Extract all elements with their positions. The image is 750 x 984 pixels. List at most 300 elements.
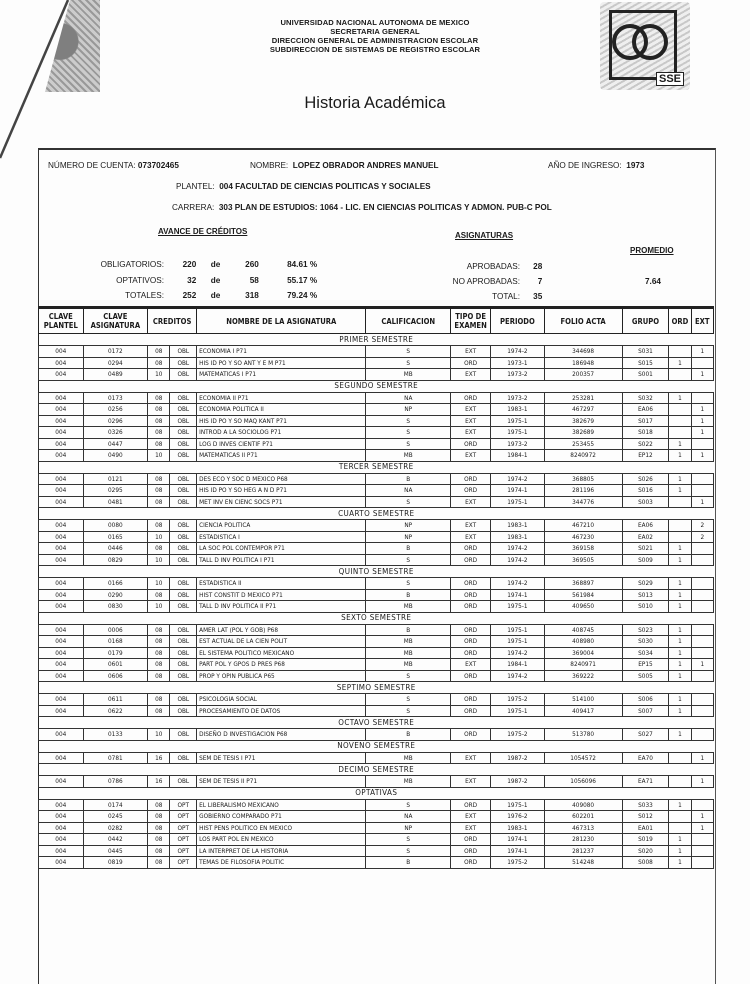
cell-ext: [691, 694, 713, 706]
col-header-creditos: CREDITOS: [148, 309, 197, 334]
cell-calificacion: MB: [366, 369, 451, 381]
cell-tipo-examen: ORD: [451, 857, 491, 869]
cell-grupo: S020: [622, 845, 669, 857]
cell-folio-acta: 369505: [544, 554, 622, 566]
cell-creditos: 08: [148, 543, 170, 555]
entry-year-label: AÑO DE INGRESO:: [548, 161, 622, 170]
table-row: [39, 857, 714, 869]
cell-clave-asignatura: 0442: [83, 834, 148, 846]
cell-clave-plantel: 004: [39, 531, 84, 543]
cell-nombre-asignatura: DISEÑO D INVESTIGACION P68: [197, 729, 366, 741]
cell-clave-plantel: 004: [39, 694, 84, 706]
cell-nombre-asignatura: DES ECO Y SOC D MEXICO P68: [197, 473, 366, 485]
cell-clave-asignatura: 0295: [83, 485, 148, 497]
credits-earned: 252: [182, 291, 197, 300]
cell-folio-acta: 467230: [544, 531, 622, 543]
cell-periodo: 1974-2: [491, 647, 544, 659]
average-value: 7.64: [645, 277, 661, 286]
subjects-summary-value: 7: [537, 277, 543, 286]
cell-tipo-credito: OPT: [170, 811, 197, 823]
cell-calificacion: MB: [366, 450, 451, 462]
cell-tipo-examen: ORD: [451, 694, 491, 706]
cell-tipo-examen: EXT: [451, 450, 491, 462]
cell-creditos: 08: [148, 496, 170, 508]
cell-folio-acta: 409650: [544, 601, 622, 613]
cell-tipo-credito: OBL: [170, 496, 197, 508]
cell-folio-acta: 467313: [544, 822, 622, 834]
table-row: [39, 520, 714, 532]
cell-clave-asignatura: 0445: [83, 845, 148, 857]
table-row: [39, 369, 714, 381]
cell-nombre-asignatura: HIST CONSTIT D MEXICO P71: [197, 589, 366, 601]
cell-ext: [691, 636, 713, 648]
cell-creditos: 08: [148, 392, 170, 404]
cell-calificacion: S: [366, 438, 451, 450]
cell-calificacion: S: [366, 834, 451, 846]
semester-header-row: [39, 612, 714, 624]
cell-clave-plantel: 004: [39, 520, 84, 532]
sse-logo-ring-right: [632, 24, 668, 60]
cell-folio-acta: 561984: [544, 589, 622, 601]
cell-tipo-examen: ORD: [451, 624, 491, 636]
cell-ext: 1: [691, 811, 713, 823]
cell-tipo-credito: OBL: [170, 369, 197, 381]
semester-title: OPTATIVAS: [39, 787, 714, 799]
cell-folio-acta: 253455: [544, 438, 622, 450]
subjects-summary-value: 35: [533, 292, 543, 301]
cell-creditos: 10: [148, 554, 170, 566]
cell-ord: 1: [669, 624, 691, 636]
sse-logo: [600, 2, 690, 90]
cell-grupo: S027: [622, 729, 669, 741]
cell-clave-asignatura: 0172: [83, 346, 148, 358]
cell-periodo: 1975-1: [491, 415, 544, 427]
cell-clave-asignatura: 0165: [83, 531, 148, 543]
cell-grupo: S031: [622, 346, 669, 358]
cell-nombre-asignatura: EL SISTEMA POLITICO MEXICANO: [197, 647, 366, 659]
cell-ext: [691, 834, 713, 846]
cell-clave-plantel: 004: [39, 776, 84, 788]
career-value: 303 PLAN DE ESTUDIOS: 1064 - LIC. EN CIENCIAS POLITICAS Y ADMON. PUB-C POL: [218, 203, 552, 212]
cell-clave-plantel: 004: [39, 624, 84, 636]
cell-tipo-examen: ORD: [451, 799, 491, 811]
cell-ext: 1: [691, 415, 713, 427]
cell-ext: 1: [691, 659, 713, 671]
cell-clave-asignatura: 0447: [83, 438, 148, 450]
cell-ord: [669, 811, 691, 823]
entry-year-value: 1973: [626, 161, 645, 170]
table-row: [39, 776, 714, 788]
col-header-clave-asignatura: CLAVE ASIGNATURA: [83, 309, 148, 334]
cell-ord: [669, 752, 691, 764]
cell-tipo-credito: OBL: [170, 647, 197, 659]
semester-title: DECIMO SEMESTRE: [39, 764, 714, 776]
cell-folio-acta: 186948: [544, 357, 622, 369]
cell-ext: [691, 705, 713, 717]
cell-tipo-credito: OBL: [170, 601, 197, 613]
career-field: [172, 203, 552, 212]
cell-clave-plantel: 004: [39, 346, 84, 358]
cell-tipo-credito: OBL: [170, 705, 197, 717]
cell-ord: 1: [669, 485, 691, 497]
cell-ord: [669, 346, 691, 358]
cell-ext: [691, 601, 713, 613]
table-row: [39, 438, 714, 450]
cell-ext: [691, 589, 713, 601]
cell-clave-asignatura: 0174: [83, 799, 148, 811]
cell-folio-acta: 409417: [544, 705, 622, 717]
cell-calificacion: B: [366, 589, 451, 601]
cell-grupo: S029: [622, 578, 669, 590]
cell-periodo: 1984-1: [491, 450, 544, 462]
cell-nombre-asignatura: ESTADISTICA II: [197, 578, 366, 590]
semester-title: SEGUNDO SEMESTRE: [39, 380, 714, 392]
table-row: [39, 450, 714, 462]
cell-clave-asignatura: 0179: [83, 647, 148, 659]
credits-required: 318: [245, 291, 259, 300]
semester-title: OCTAVO SEMESTRE: [39, 717, 714, 729]
cell-ord: 1: [669, 845, 691, 857]
cell-tipo-examen: ORD: [451, 554, 491, 566]
cell-creditos: 08: [148, 822, 170, 834]
subjects-summary-value: 28: [533, 262, 543, 271]
cell-clave-asignatura: 0606: [83, 670, 148, 682]
cell-tipo-credito: OPT: [170, 857, 197, 869]
cell-tipo-examen: EXT: [451, 776, 491, 788]
cell-ext: [691, 554, 713, 566]
cell-clave-plantel: 004: [39, 543, 84, 555]
cell-clave-plantel: 004: [39, 845, 84, 857]
cell-periodo: 1974-2: [491, 543, 544, 555]
cell-clave-plantel: 004: [39, 578, 84, 590]
cell-nombre-asignatura: MATEMATICAS II P71: [197, 450, 366, 462]
cell-grupo: S021: [622, 543, 669, 555]
cell-clave-asignatura: 0446: [83, 543, 148, 555]
cell-creditos: 08: [148, 589, 170, 601]
cell-periodo: 1975-1: [491, 636, 544, 648]
cell-nombre-asignatura: GOBIERNO COMPARADO P71: [197, 811, 366, 823]
cell-ord: [669, 531, 691, 543]
cell-nombre-asignatura: LOS PART POL EN MEXICO: [197, 834, 366, 846]
cell-tipo-credito: OPT: [170, 845, 197, 857]
semester-header-row: [39, 740, 714, 752]
cell-grupo: EA70: [622, 752, 669, 764]
cell-periodo: 1974-2: [491, 473, 544, 485]
student-name-label: NOMBRE:: [250, 161, 289, 170]
cell-clave-plantel: 004: [39, 392, 84, 404]
cell-ext: 2: [691, 520, 713, 532]
credits-required: 58: [249, 276, 259, 285]
cell-periodo: 1975-1: [491, 624, 544, 636]
credits-row-mandatory: [60, 260, 317, 269]
cell-clave-asignatura: 0006: [83, 624, 148, 636]
cell-calificacion: S: [366, 346, 451, 358]
cell-clave-plantel: 004: [39, 404, 84, 416]
credits-row-label: OPTATIVOS:: [116, 276, 164, 285]
cell-periodo: 1974-2: [491, 578, 544, 590]
cell-tipo-credito: OBL: [170, 659, 197, 671]
cell-periodo: 1983-1: [491, 822, 544, 834]
cell-periodo: 1975-1: [491, 705, 544, 717]
cell-grupo: S008: [622, 857, 669, 869]
cell-creditos: 10: [148, 729, 170, 741]
cell-grupo: S033: [622, 799, 669, 811]
table-row: [39, 752, 714, 764]
cell-grupo: S006: [622, 694, 669, 706]
cell-folio-acta: 369158: [544, 543, 622, 555]
cell-tipo-credito: OBL: [170, 520, 197, 532]
cell-calificacion: MB: [366, 636, 451, 648]
credits-percent: 79.24 %: [287, 291, 318, 300]
table-row: [39, 404, 714, 416]
cell-periodo: 1974-2: [491, 346, 544, 358]
cell-periodo: 1974-2: [491, 670, 544, 682]
cell-folio-acta: 369004: [544, 647, 622, 659]
cell-ext: 1: [691, 346, 713, 358]
cell-tipo-examen: EXT: [451, 531, 491, 543]
cell-grupo: S016: [622, 485, 669, 497]
cell-grupo: S015: [622, 357, 669, 369]
cell-clave-plantel: 004: [39, 811, 84, 823]
cell-creditos: 16: [148, 752, 170, 764]
campus-value: 004 FACULTAD DE CIENCIAS POLITICAS Y SOCIALES: [219, 182, 431, 191]
cell-creditos: 08: [148, 636, 170, 648]
cell-ext: [691, 670, 713, 682]
cell-calificacion: S: [366, 427, 451, 439]
cell-creditos: 08: [148, 670, 170, 682]
semester-header-row: [39, 764, 714, 776]
table-header-row: [39, 309, 714, 334]
cell-nombre-asignatura: EL LIBERALISMO MEXICANO: [197, 799, 366, 811]
semester-title: PRIMER SEMESTRE: [39, 334, 714, 346]
cell-tipo-credito: OBL: [170, 415, 197, 427]
cell-ext: 1: [691, 822, 713, 834]
cell-ord: 1: [669, 554, 691, 566]
average-heading: PROMEDIO: [630, 246, 674, 255]
semester-title: SEXTO SEMESTRE: [39, 612, 714, 624]
cell-tipo-examen: ORD: [451, 636, 491, 648]
cell-folio-acta: 369222: [544, 670, 622, 682]
account-number-value: 073702465: [137, 161, 179, 170]
scan-fold-line: [0, 0, 90, 160]
cell-tipo-examen: EXT: [451, 369, 491, 381]
cell-tipo-credito: OBL: [170, 427, 197, 439]
cell-ext: 2: [691, 531, 713, 543]
semester-title: TERCER SEMESTRE: [39, 461, 714, 473]
cell-clave-asignatura: 0168: [83, 636, 148, 648]
cell-folio-acta: 281196: [544, 485, 622, 497]
semester-header-row: [39, 787, 714, 799]
cell-nombre-asignatura: TEMAS DE FILOSOFIA POLITIC: [197, 857, 366, 869]
account-number-label: NÚMERO DE CUENTA:: [48, 161, 136, 170]
subjects-passed: [440, 262, 542, 271]
cell-creditos: 10: [148, 578, 170, 590]
grades-table: [38, 308, 714, 869]
table-row: [39, 496, 714, 508]
cell-periodo: 1974-1: [491, 834, 544, 846]
cell-ord: 1: [669, 578, 691, 590]
cell-tipo-credito: OBL: [170, 346, 197, 358]
cell-calificacion: NA: [366, 392, 451, 404]
cell-calificacion: NP: [366, 520, 451, 532]
credits-earned: 220: [182, 260, 197, 269]
cell-ext: [691, 578, 713, 590]
cell-periodo: 1975-1: [491, 427, 544, 439]
cell-nombre-asignatura: LA SOC POL CONTEMPOR P71: [197, 543, 366, 555]
cell-folio-acta: 281237: [544, 845, 622, 857]
cell-tipo-credito: OBL: [170, 752, 197, 764]
subjects-summary-label: TOTAL:: [492, 292, 520, 301]
cell-nombre-asignatura: SEM DE TESIS I P71: [197, 752, 366, 764]
cell-ord: 1: [669, 392, 691, 404]
cell-grupo: S012: [622, 811, 669, 823]
cell-clave-plantel: 004: [39, 834, 84, 846]
cell-tipo-examen: ORD: [451, 392, 491, 404]
cell-calificacion: MB: [366, 647, 451, 659]
cell-clave-asignatura: 0294: [83, 357, 148, 369]
cell-nombre-asignatura: HIS ID PO Y SO HEG A N D P71: [197, 485, 366, 497]
cell-clave-asignatura: 0481: [83, 496, 148, 508]
table-row: [39, 694, 714, 706]
cell-calificacion: S: [366, 554, 451, 566]
cell-ord: [669, 822, 691, 834]
table-row: [39, 647, 714, 659]
cell-nombre-asignatura: TALL D INV POLITICA II P71: [197, 601, 366, 613]
cell-clave-plantel: 004: [39, 705, 84, 717]
cell-ext: 1: [691, 369, 713, 381]
cell-creditos: 10: [148, 450, 170, 462]
cell-creditos: 08: [148, 647, 170, 659]
cell-calificacion: S: [366, 799, 451, 811]
cell-periodo: 1984-1: [491, 659, 544, 671]
cell-ord: 1: [669, 799, 691, 811]
col-header-periodo: PERIODO: [491, 309, 544, 334]
cell-clave-asignatura: 0622: [83, 705, 148, 717]
cell-ext: 1: [691, 404, 713, 416]
subjects-heading: ASIGNATURAS: [455, 231, 514, 240]
cell-grupo: S018: [622, 427, 669, 439]
cell-ord: 1: [669, 670, 691, 682]
cell-tipo-credito: OBL: [170, 485, 197, 497]
cell-nombre-asignatura: HIST PENS POLITICO EN MEXICO: [197, 822, 366, 834]
cell-tipo-examen: ORD: [451, 357, 491, 369]
cell-periodo: 1975-2: [491, 694, 544, 706]
cell-creditos: 08: [148, 357, 170, 369]
cell-ord: 1: [669, 450, 691, 462]
cell-periodo: 1983-1: [491, 531, 544, 543]
entry-year-field: [548, 161, 644, 170]
cell-tipo-examen: ORD: [451, 729, 491, 741]
cell-clave-plantel: 004: [39, 647, 84, 659]
table-row: [39, 589, 714, 601]
subjects-summary-label: NO APROBADAS:: [452, 277, 520, 286]
cell-ord: 1: [669, 705, 691, 717]
credits-of: de: [210, 276, 221, 285]
cell-clave-plantel: 004: [39, 357, 84, 369]
cell-tipo-credito: OBL: [170, 543, 197, 555]
cell-grupo: EA06: [622, 404, 669, 416]
cell-tipo-examen: ORD: [451, 578, 491, 590]
semester-header-row: [39, 682, 714, 694]
cell-ext: 1: [691, 450, 713, 462]
cell-ord: 1: [669, 543, 691, 555]
cell-ord: [669, 427, 691, 439]
cell-calificacion: B: [366, 624, 451, 636]
col-header-folio-acta: FOLIO ACTA: [544, 309, 622, 334]
cell-tipo-examen: ORD: [451, 601, 491, 613]
student-name-value: LOPEZ OBRADOR ANDRES MANUEL: [292, 161, 439, 170]
cell-clave-plantel: 004: [39, 857, 84, 869]
cell-clave-plantel: 004: [39, 670, 84, 682]
cell-clave-plantel: 004: [39, 438, 84, 450]
cell-tipo-credito: OBL: [170, 729, 197, 741]
cell-grupo: S026: [622, 473, 669, 485]
semester-header-row: [39, 461, 714, 473]
cell-nombre-asignatura: MET INV EN CIENC SOCS P71: [197, 496, 366, 508]
cell-clave-plantel: 004: [39, 729, 84, 741]
credits-progress-heading: AVANCE DE CRÉDITOS: [158, 227, 248, 236]
cell-nombre-asignatura: TALL D INV POLITICA I P71: [197, 554, 366, 566]
cell-clave-plantel: 004: [39, 369, 84, 381]
cell-grupo: EP15: [622, 659, 669, 671]
cell-folio-acta: 281230: [544, 834, 622, 846]
cell-creditos: 08: [148, 473, 170, 485]
cell-tipo-credito: OBL: [170, 531, 197, 543]
table-row: [39, 415, 714, 427]
cell-ext: [691, 799, 713, 811]
cell-tipo-credito: OBL: [170, 438, 197, 450]
cell-tipo-credito: OBL: [170, 357, 197, 369]
cell-creditos: 08: [148, 415, 170, 427]
grades-table-body: [39, 334, 714, 869]
cell-clave-asignatura: 0245: [83, 811, 148, 823]
cell-nombre-asignatura: LOG D INVES CIENTIF P71: [197, 438, 366, 450]
cell-tipo-credito: OBL: [170, 473, 197, 485]
cell-clave-asignatura: 0296: [83, 415, 148, 427]
cell-tipo-credito: OBL: [170, 578, 197, 590]
cell-nombre-asignatura: SEM DE TESIS II P71: [197, 776, 366, 788]
cell-grupo: S030: [622, 636, 669, 648]
cell-folio-acta: 408745: [544, 624, 622, 636]
cell-clave-plantel: 004: [39, 496, 84, 508]
cell-folio-acta: 467297: [544, 404, 622, 416]
table-row: [39, 543, 714, 555]
table-row: [39, 485, 714, 497]
semester-header-row: [39, 566, 714, 578]
cell-clave-plantel: 004: [39, 799, 84, 811]
cell-folio-acta: 408980: [544, 636, 622, 648]
credits-required: 260: [245, 260, 259, 269]
cell-tipo-examen: EXT: [451, 404, 491, 416]
cell-tipo-examen: ORD: [451, 670, 491, 682]
cell-periodo: 1973-2: [491, 369, 544, 381]
table-row: [39, 705, 714, 717]
cell-tipo-examen: EXT: [451, 520, 491, 532]
cell-folio-acta: 368805: [544, 473, 622, 485]
cell-grupo: S013: [622, 589, 669, 601]
cell-folio-acta: 467210: [544, 520, 622, 532]
cell-tipo-examen: EXT: [451, 496, 491, 508]
semester-header-row: [39, 334, 714, 346]
cell-tipo-credito: OBL: [170, 589, 197, 601]
cell-nombre-asignatura: ECONOMIA II P71: [197, 392, 366, 404]
cell-tipo-credito: OBL: [170, 776, 197, 788]
cell-ord: 1: [669, 589, 691, 601]
credits-row-label: TOTALES:: [125, 291, 164, 300]
cell-calificacion: NA: [366, 485, 451, 497]
cell-clave-asignatura: 0133: [83, 729, 148, 741]
cell-folio-acta: 1056096: [544, 776, 622, 788]
